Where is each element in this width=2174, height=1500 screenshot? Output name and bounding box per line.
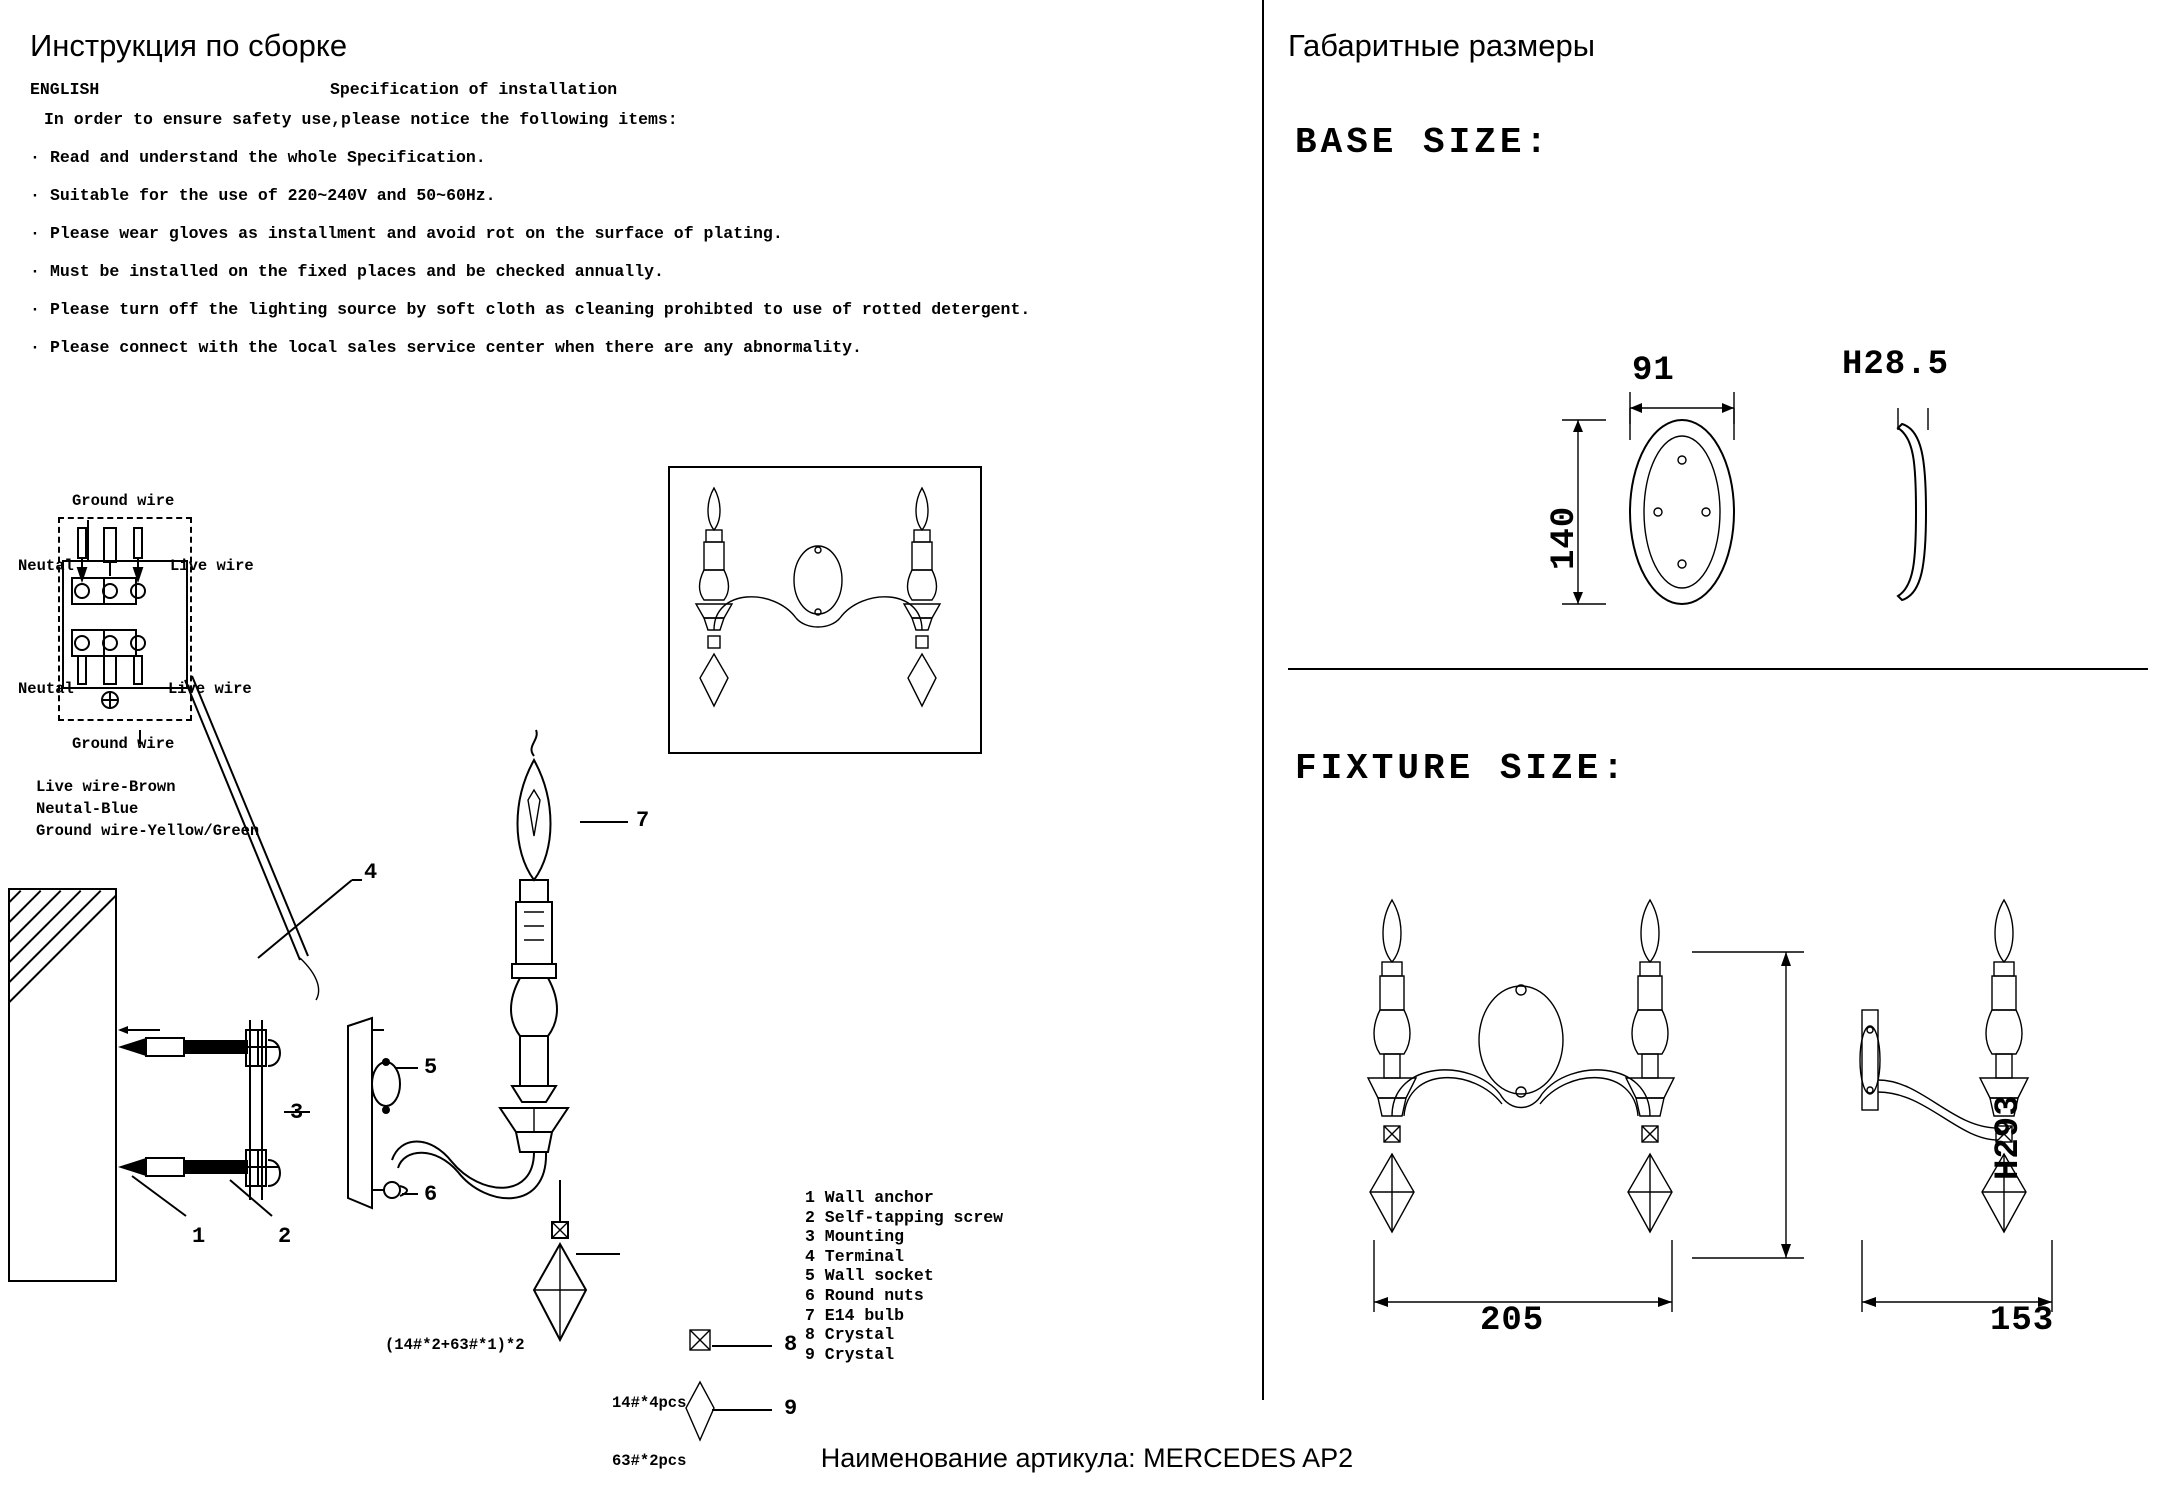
spec-item-text: Please wear gloves as installment and avoid rot on the surface of plating. — [50, 224, 783, 243]
callout-6: 6 — [424, 1182, 438, 1207]
bullet-icon: · — [30, 300, 40, 319]
parts-item: 5 Wall socket — [805, 1266, 934, 1286]
spec-language: ENGLISH — [30, 80, 100, 99]
parts-item: 4 Terminal — [805, 1246, 905, 1266]
label-ground-wire-bottom: Ground wire — [72, 735, 175, 753]
label-neutral-bottom: Neutal — [18, 680, 74, 698]
dim-base-depth: H28.5 — [1842, 346, 1950, 384]
spec-item-text: Read and understand the whole Specification. — [50, 148, 486, 167]
page-title-assembly: Инструкция по сборке — [30, 28, 348, 63]
parts-list — [805, 1188, 1003, 1364]
callout-1: 1 — [192, 1224, 206, 1249]
assembled-lamp-preview — [668, 466, 982, 754]
spec-item-text: Please turn off the lighting source by soft cloth as cleaning prohibted to use of rotted detergent. — [50, 300, 1031, 319]
fixture-size-svg — [1262, 0, 2174, 1420]
label-live-top: Live wire — [170, 557, 254, 575]
crystal-combo-note: (14#*2+63#*1)*2 — [385, 1336, 525, 1354]
dim-base-height: 140 — [1546, 505, 1584, 570]
label-live-bottom: Live wire — [168, 680, 252, 698]
page-title-dimensions: Габаритные размеры — [1288, 28, 1596, 63]
spec-item-text: Please connect with the local sales service center when there are any abnormality. — [50, 338, 862, 357]
label-neutral-top: Neutal — [18, 557, 74, 575]
parts-item: 7 E14 bulb — [805, 1305, 905, 1325]
parts-item: 6 Round nuts — [805, 1285, 924, 1305]
dim-fixture-depth: 153 — [1990, 1302, 2055, 1340]
parts-item: 8 Crystal — [805, 1325, 895, 1345]
crystal-symbols — [690, 1322, 810, 1442]
parts-item: 9 Crystal — [805, 1344, 895, 1364]
spec-item-text: Must be installed on the fixed places and be checked annually. — [50, 262, 664, 281]
spec-title: Specification of installation — [330, 80, 618, 99]
callout-2: 2 — [278, 1224, 292, 1249]
label-ground-wire-top: Ground wire — [72, 492, 175, 510]
article-name: Наименование артикула: MERCEDES AP2 — [820, 1443, 1354, 1473]
anchor-upper — [118, 1026, 280, 1066]
dim-base-width: 91 — [1632, 352, 1675, 390]
bullet-icon: · — [30, 224, 40, 243]
fixture-size-title: FIXTURE SIZE: — [1295, 748, 1628, 789]
bullet-icon: · — [30, 186, 40, 205]
lamp-assembly — [392, 730, 586, 1340]
base-size-title: BASE SIZE: — [1295, 122, 1552, 163]
crystal-14-note: 14#*4pcs — [612, 1394, 687, 1412]
dim-fixture-height: H293 — [1990, 1094, 2028, 1180]
bullet-icon: · — [30, 262, 40, 281]
legend-live-wire: Live wire-Brown — [36, 778, 176, 796]
parts-item: 1 Wall anchor — [805, 1188, 934, 1207]
callout-7: 7 — [636, 808, 650, 833]
callout-9: 9 — [784, 1396, 798, 1421]
bullet-icon: · — [30, 338, 40, 357]
spec-item-text: Suitable for the use of 220~240V and 50~60Hz. — [50, 186, 496, 205]
callout-4: 4 — [364, 860, 378, 885]
anchor-lower — [118, 1150, 280, 1186]
legend-neutral: Neutal-Blue — [36, 800, 139, 818]
preview-svg — [670, 468, 976, 748]
callout-3: 3 — [290, 1100, 304, 1125]
parts-item: 2 Self-tapping screw — [805, 1207, 1004, 1227]
callout-5: 5 — [424, 1055, 438, 1080]
callout-8: 8 — [784, 1332, 798, 1357]
spec-lead: In order to ensure safety use,please notice the following items: — [44, 110, 678, 129]
crystal-63-note: 63#*2pcs — [612, 1452, 687, 1470]
bullet-icon: · — [30, 148, 40, 167]
dim-fixture-width: 205 — [1480, 1302, 1545, 1340]
legend-ground-wire: Ground wire-Yellow/Green — [36, 822, 260, 840]
parts-item: 3 Mounting — [805, 1227, 905, 1247]
